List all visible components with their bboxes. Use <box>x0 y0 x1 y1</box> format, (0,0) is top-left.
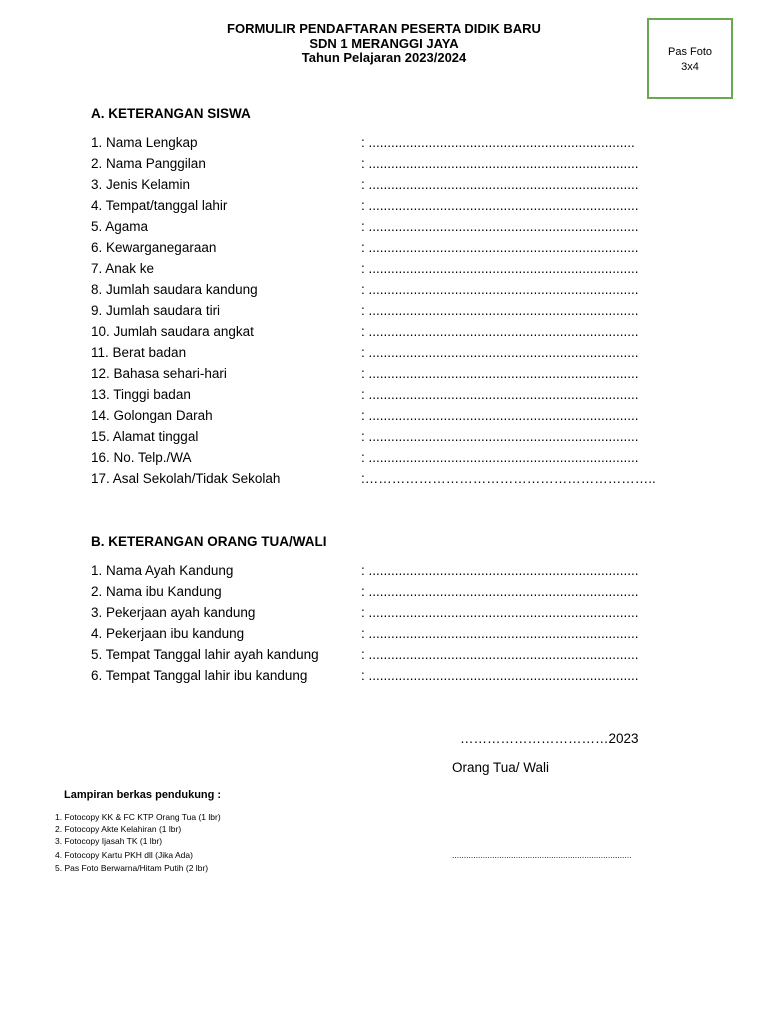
field-blank: : ........................................................................ <box>361 261 639 276</box>
field-label: 6. Kewarganegaraan <box>91 240 217 255</box>
field-label: 3. Jenis Kelamin <box>91 177 191 192</box>
field-blank: : ........................................................................ <box>361 563 639 578</box>
signature-date: ……………………………2023 <box>460 731 639 746</box>
field-label: 2. Nama Panggilan <box>91 156 206 171</box>
attachment-item: 3. Fotocopy Ijasah TK (1 lbr) <box>55 836 163 846</box>
field-label: 6. Tempat Tanggal lahir ibu kandung <box>91 668 308 683</box>
field-blank: : ........................................................................ <box>361 177 639 192</box>
field-blank: : ........................................................................ <box>361 605 639 620</box>
field-label: 4. Tempat/tanggal lahir <box>91 198 228 213</box>
field-label: 2. Nama ibu Kandung <box>91 584 222 599</box>
field-label: 12. Bahasa sehari-hari <box>91 366 227 381</box>
field-blank: : ........................................................................ <box>361 668 639 683</box>
field-blank: : ........................................................................ <box>361 219 639 234</box>
field-label: 5. Tempat Tanggal lahir ayah kandung <box>91 647 319 662</box>
field-blank: : ........................................................................ <box>361 303 639 318</box>
field-label: 5. Agama <box>91 219 149 234</box>
field-label: 9. Jumlah saudara tiri <box>91 303 221 318</box>
field-blank: : ........................................................................ <box>361 647 639 662</box>
photo-label: Pas Foto <box>667 46 713 58</box>
field-label: 16. No. Telp./WA <box>91 450 192 465</box>
field-blank: : ........................................................................ <box>361 198 639 213</box>
field-label: 1. Nama Ayah Kandung <box>91 563 234 578</box>
academic-year: Tahun Pelajaran 2023/2024 <box>301 50 467 65</box>
school-name: SDN 1 MERANGGI JAYA <box>309 35 459 51</box>
attachment-item: 5. Pas Foto Berwarna/Hitam Putih (2 lbr) <box>55 863 209 873</box>
field-label: 11. Berat badan <box>91 345 187 360</box>
field-blank: : ........................................................................ <box>361 156 639 171</box>
field-blank: : ........................................................................ <box>361 387 639 402</box>
field-blank: : ........................................................................ <box>361 324 639 339</box>
field-label: 1. Nama Lengkap <box>91 135 198 150</box>
field-blank: : ....................................................................... <box>361 135 635 150</box>
form-title: FORMULIR PENDAFTARAN PESERTA DIDIK BARU <box>227 21 541 36</box>
attachment-item: 4. Fotocopy Kartu PKH dll (Jika Ada) <box>55 850 193 860</box>
attachment-item: 2. Fotocopy Akte Kelahiran (1 lbr) <box>55 824 182 834</box>
form-header <box>184 22 584 66</box>
signature-role: Orang Tua/ Wali <box>452 760 550 775</box>
field-label: 15. Alamat tinggal <box>91 429 199 444</box>
field-label: 13. Tinggi badan <box>91 387 191 402</box>
attachments-title: Lampiran berkas pendukung : <box>64 789 222 801</box>
photo-size: 3x4 <box>681 61 699 73</box>
field-blank: : ........................................................................ <box>361 282 639 297</box>
field-label: 10. Jumlah saudara angkat <box>91 324 254 339</box>
field-label: 8. Jumlah saudara kandung <box>91 282 258 297</box>
field-blank: : ........................................................................ <box>361 450 639 465</box>
field-blank: : ........................................................................ <box>361 408 639 423</box>
field-blank: : ........................................................................ <box>361 584 639 599</box>
section-a-title: A. KETERANGAN SISWA <box>91 106 251 121</box>
field-blank: : ........................................................................ <box>361 345 639 360</box>
photo-placeholder <box>647 18 733 99</box>
field-blank: : ........................................................................ <box>361 366 639 381</box>
field-blank: :……………………………………………………….. <box>361 471 656 486</box>
field-label: 14. Golongan Darah <box>91 408 213 423</box>
field-label: 7. Anak ke <box>91 261 155 276</box>
field-label: 17. Asal Sekolah/Tidak Sekolah <box>91 471 281 486</box>
field-label: 4. Pekerjaan ibu kandung <box>91 626 245 641</box>
field-blank: : ........................................................................ <box>361 240 639 255</box>
field-blank: : ........................................................................ <box>361 626 639 641</box>
field-blank: : ........................................................................ <box>361 429 639 444</box>
attachment-item: 1. Fotocopy KK & FC KTP Orang Tua (1 lbr) <box>55 812 221 822</box>
signature-line: ............................................................................ <box>452 850 632 860</box>
field-label: 3. Pekerjaan ayah kandung <box>91 605 256 620</box>
section-b-title: B. KETERANGAN ORANG TUA/WALI <box>91 534 327 549</box>
